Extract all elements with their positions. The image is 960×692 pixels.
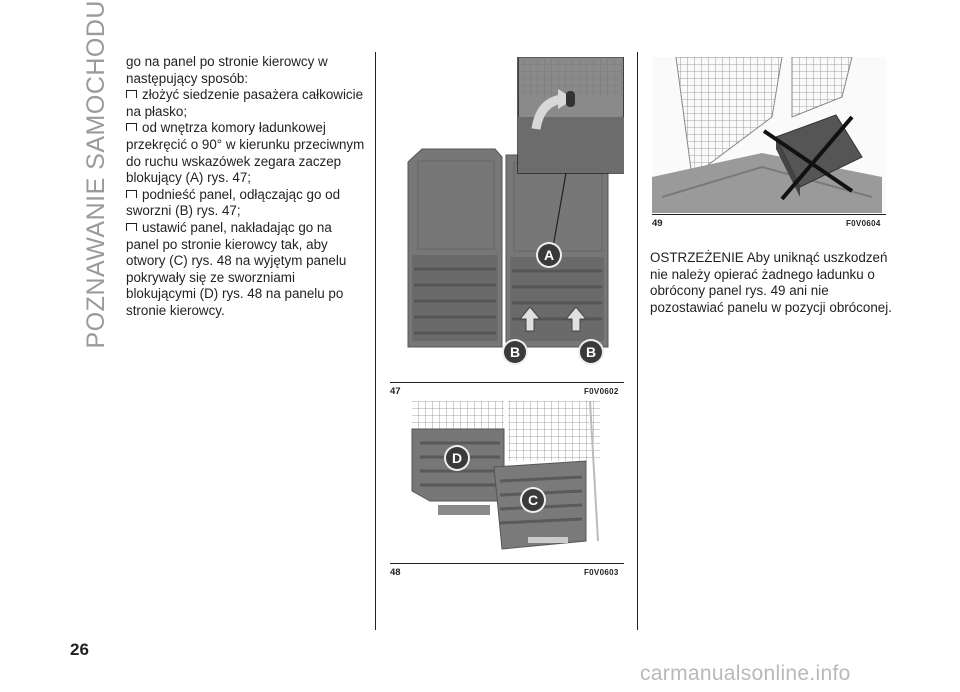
figure-49-code: F0V0604 bbox=[846, 219, 881, 228]
step-4: ustawić panel, nakładając go na panel po stronie kierowcy tak, aby otwory (C) rys. 48 na wyjętym panelu pokrywały się ze sworzniami blokującymi (D) rys. 48 na panelu po stronie kierowcy. bbox=[126, 219, 347, 318]
figure-47-code: F0V0602 bbox=[584, 387, 619, 396]
page-number: 26 bbox=[70, 640, 89, 659]
figure-49-rule bbox=[652, 214, 886, 215]
section-title: POZNAWANIE SAMOCHODU bbox=[81, 0, 110, 348]
label-b-right: B bbox=[580, 341, 602, 363]
intro-text: go na panel po stronie kierowcy w następujący sposób: bbox=[126, 54, 328, 86]
warning-column bbox=[650, 250, 900, 316]
figure-49-number: 49 bbox=[652, 218, 663, 229]
step-2: od wnętrza komory ładunkowej przekręcić o 90° w kierunku przeciwnym do ruchu wskazówek zegara zaczep blokujący (A) rys. 47; bbox=[126, 120, 365, 186]
figure-47-illustration bbox=[390, 57, 624, 382]
column-divider bbox=[637, 52, 638, 630]
figure-49-image bbox=[652, 57, 886, 213]
figure-47-image bbox=[390, 57, 624, 382]
figure-48-illustration bbox=[390, 401, 624, 561]
figure-49-illustration bbox=[652, 57, 886, 213]
step-1: złożyć siedzenie pasażera całkowicie na płasko; bbox=[126, 87, 364, 119]
watermark: carmanualsonline.info bbox=[640, 662, 851, 685]
step-3: podnieść panel, odłączając go od sworzni (B) rys. 47; bbox=[126, 186, 341, 219]
figure-48-code: F0V0603 bbox=[584, 568, 619, 577]
instruction-column bbox=[126, 54, 366, 320]
figure-47-rule bbox=[390, 382, 624, 383]
figure-48-image bbox=[390, 401, 624, 561]
bullet-icon bbox=[126, 190, 137, 198]
bullet-icon bbox=[126, 223, 137, 231]
column-divider bbox=[375, 52, 376, 630]
warning-text: OSTRZEŻENIE Aby uniknąć uszkodzeń nie należy opierać żadnego ładunku o obrócony panel rys. 49 ani nie pozostawiać panelu w pozycji obróconej. bbox=[650, 250, 892, 315]
figure-47-number: 47 bbox=[390, 386, 401, 397]
label-b-left: B bbox=[504, 341, 526, 363]
figure-48-rule bbox=[390, 563, 624, 564]
bullet-icon bbox=[126, 123, 137, 131]
label-a: A bbox=[538, 244, 560, 266]
bullet-icon bbox=[126, 90, 137, 98]
label-d: D bbox=[446, 447, 468, 469]
label-c: C bbox=[522, 489, 544, 511]
figure-48-number: 48 bbox=[390, 567, 401, 578]
